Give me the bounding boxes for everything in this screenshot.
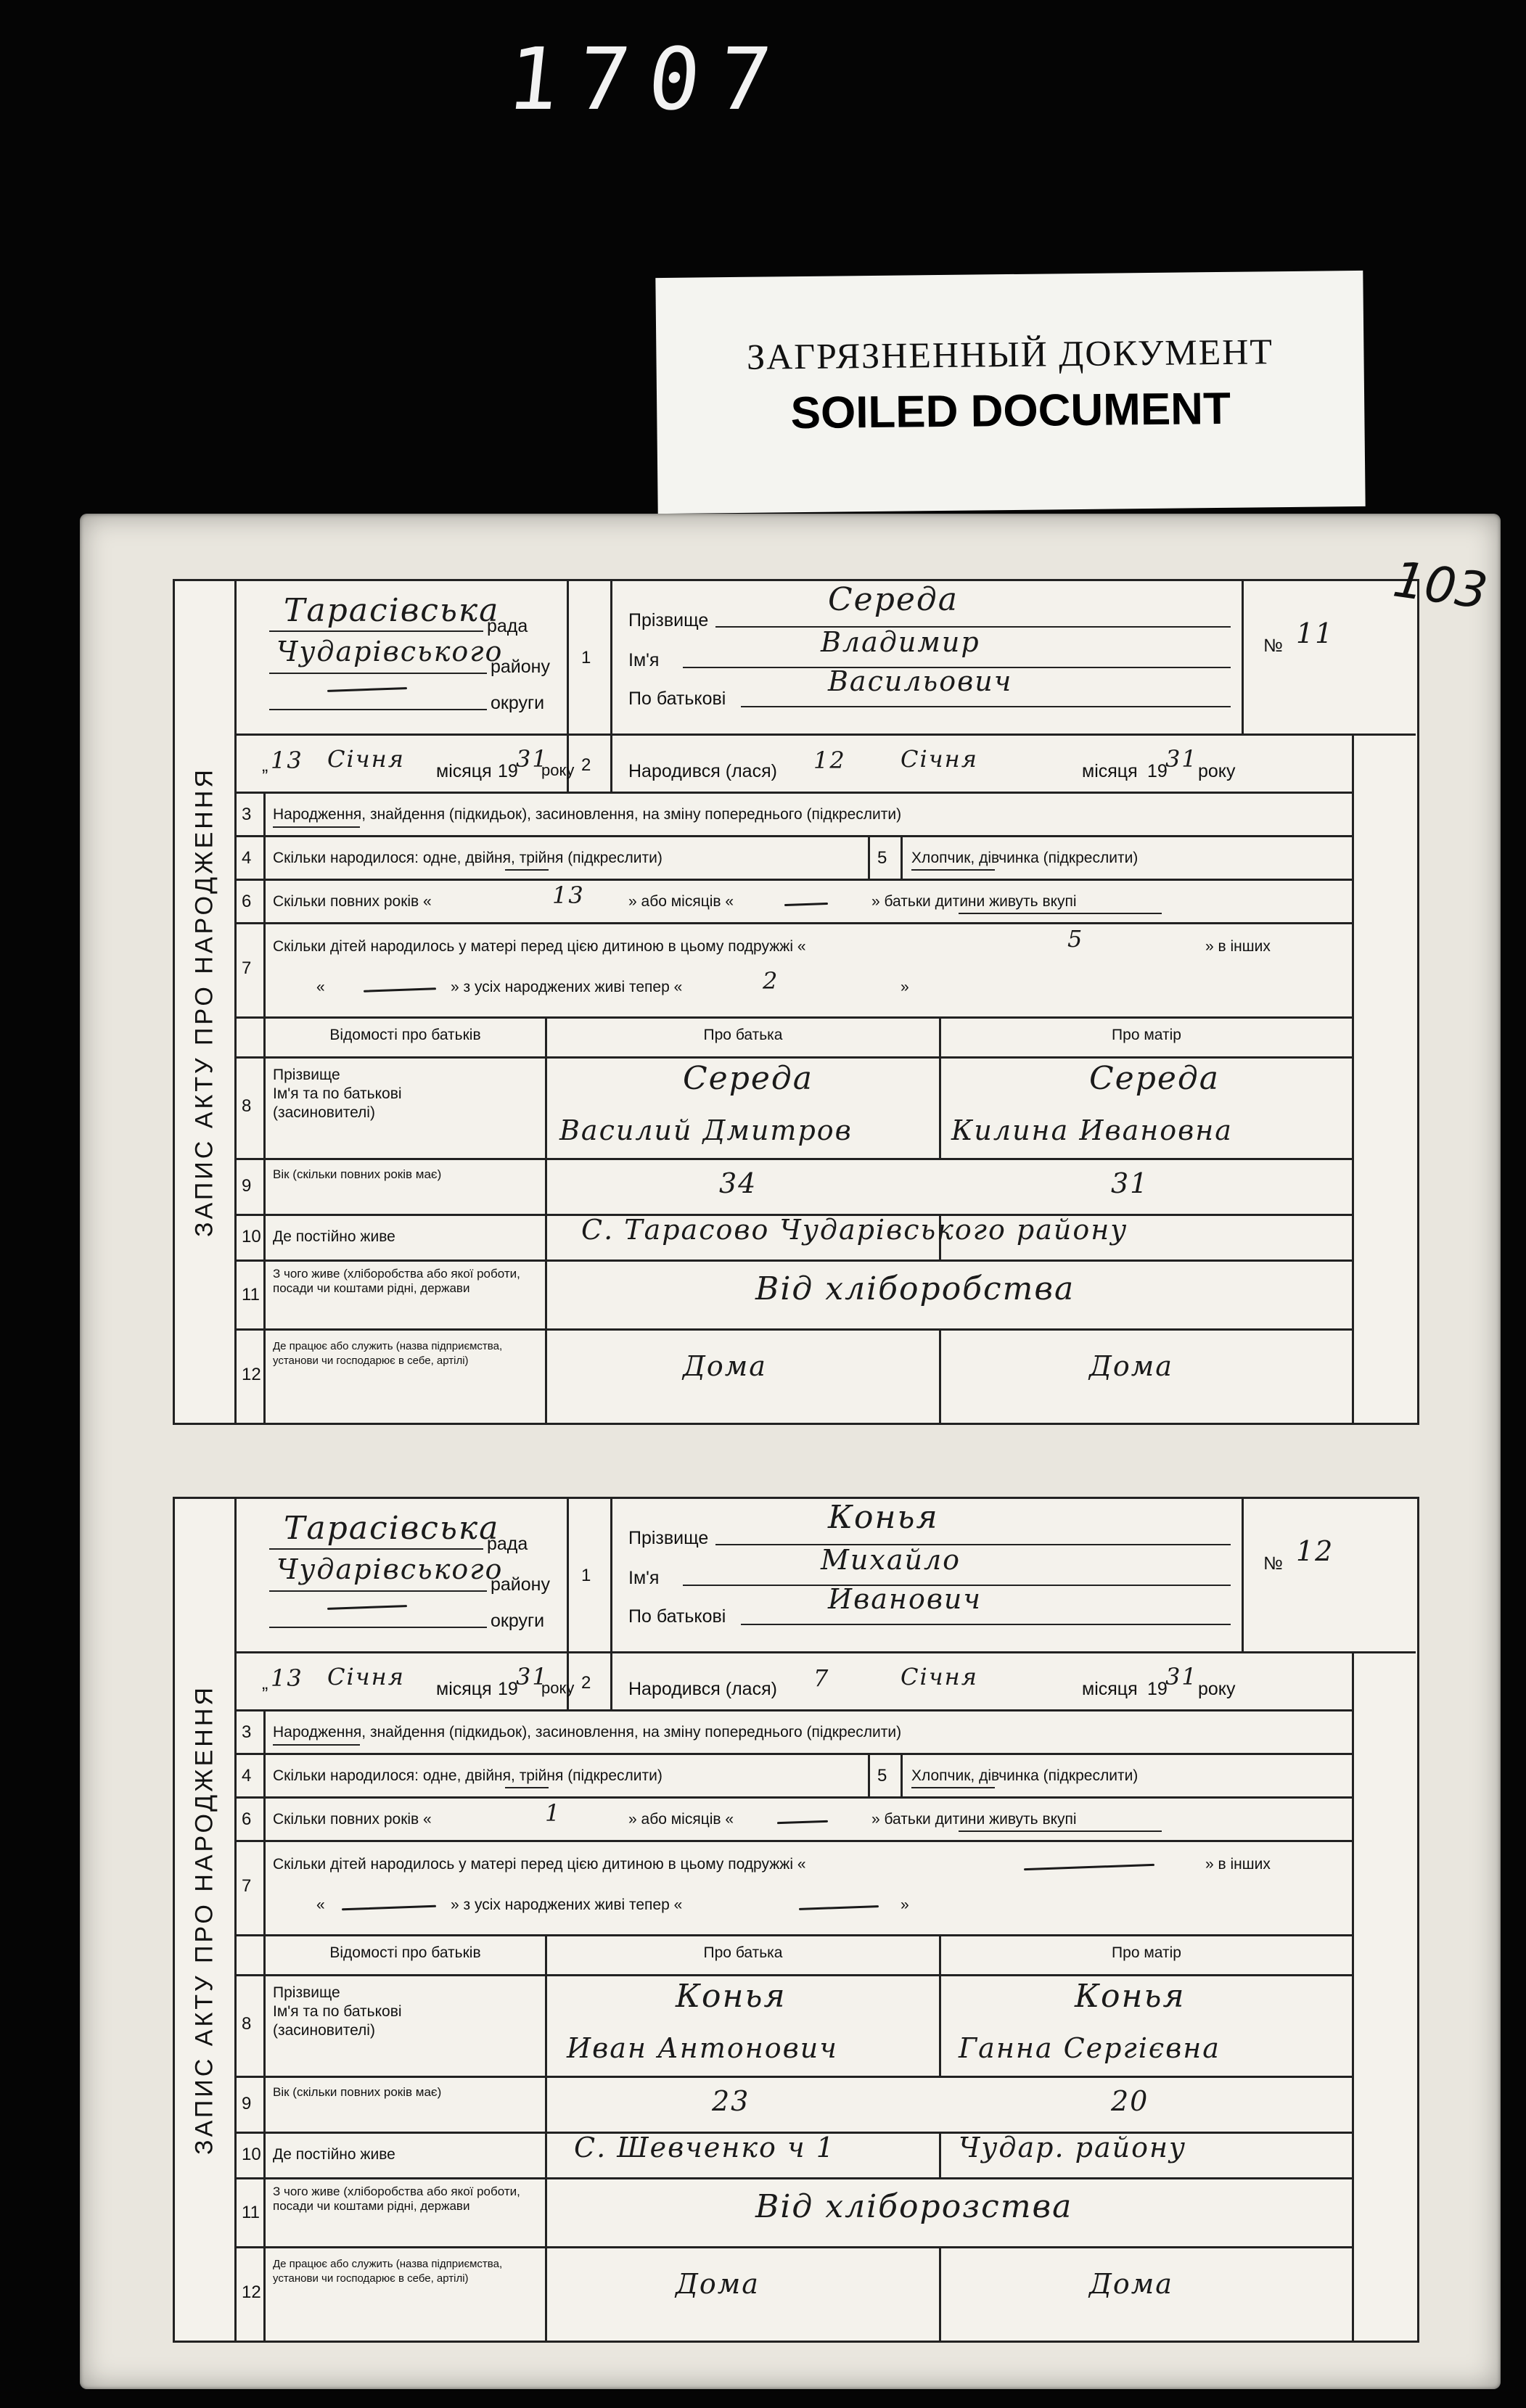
born-label: Народився (лася) [628,761,777,781]
mother-surname: Конья [1075,1978,1186,2015]
document-page [80,514,1501,2389]
row8-label: Прізвище Ім'я та по батькові (засиновителі) [273,1067,402,1121]
raion-value: Чударівського [276,1553,504,1585]
row11-label: З чого живе (хліборобства або якої роботи, посади чи коштами рідні, держави [273,1267,520,1295]
record-number-value: 11 [1296,617,1334,649]
rada-value: Тарасівська [284,1510,500,1547]
mother-age: 31 [1111,1167,1149,1199]
residence-mother: Чудар. району [959,2132,1187,2163]
birth-day: 7 [813,1664,830,1692]
row12-label: Де працює або служить (назва підприємства, установи чи господарює в себе, артілі) [273,1340,503,1367]
row3-text: Народження, знайдення (підкидьок), засиновлення, на зміну попереднього (підкреслити) [273,806,902,823]
father-name: Василий Дмитров [559,1114,853,1146]
birth-day: 12 [813,747,846,774]
birth-month: Січня [901,1663,978,1690]
reg-month: Січня [327,745,405,773]
soiled-label-russian: ЗАГРЯЗНЕННЫЙ ДОКУМЕНТ [746,331,1274,377]
reg-year: 31 [516,1663,549,1690]
surname-value: Конья [828,1499,939,1536]
father-header: Про батька [703,1027,783,1043]
surname-value: Середа [828,581,959,618]
okrugy-label: округи [491,693,545,713]
name-value: Михайло [821,1544,961,1576]
raion-value: Чударівського [276,636,504,667]
patronymic-label: По батькові [628,689,726,709]
row9-label: Вік (скільки повних років має) [273,1167,442,1181]
mother-header: Про матір [1112,1027,1181,1043]
children-before: 5 [1067,925,1084,953]
father-work: Дома [676,2268,760,2300]
birth-record-2: ЗАПИС АКТУ ПРО НАРОДЖЕННЯ Тарасівська рада Чударівського району округи 1 Прізвище Конья Ім'я Михайло По батькові Иванович № 12 „ 13 Січня місяця 19 31 року 2 Народився (лася) 7 Січня місяця 19 31 року 3 Народження, знайдення (підкидьок), засиновлення, на зміну попереднього (підкреслити) 4 Скільки народилося: одне, двійня, трійня (підкреслити) 5 Хлопчик, дівчинка (підкреслити) 6 Скільки повних років « 1 » або місяців « » батьки дитини живуть вкупі 7 Скільки дітей народилось у матері перед цією дитиною в цьому подружжі « » в інших « » з усіх народжених живі тепер « » Відомості про батьків Про батька Про матір 8 Прізвище Ім'я та по батькові (засиновителі) Конья Конья Иван Антонович Ганна Сергієвна 9 Вік (скільки повних років має) 23 20 10 Де постійно живе С. Шевченко ч 1 Чудар. району 11 З чого живе (хліборобства або якої роботи, посади чи коштами рідні, держави Від хліборозства 12 Де працює або служить (назва підприємства, установи чи господарює в себе, артілі) Дома Дома [173,1497,1419,2343]
residence: С. Тарасово Чударівського району [581,1214,1128,1246]
birth-month: Січня [901,745,978,773]
mother-work: Дома [1089,1350,1173,1382]
row4-text: Скільки народилося: одне, двійня, трійня (підкреслити) [273,850,663,866]
alive-now: 2 [763,967,779,995]
mother-age: 20 [1111,2085,1149,2117]
father-age: 23 [712,2085,750,2117]
handwritten-page-number: 103 [1390,551,1491,621]
years-together: 1 [545,1799,562,1827]
father-surname: Конья [676,1978,787,2015]
name-value: Владимир [821,626,980,658]
reg-day: 13 [271,1664,303,1692]
birth-year: 31 [1165,745,1198,773]
rada-value: Тарасівська [284,592,500,629]
side-title: ЗАПИС АКТУ ПРО НАРОДЖЕННЯ [175,581,237,1423]
parents-info-header: Відомості про батьків [329,1027,481,1043]
father-age: 34 [719,1167,758,1199]
patronymic-value: Иванович [828,1583,983,1615]
mother-name: Килина Ивановна [951,1114,1233,1146]
mother-work: Дома [1089,2268,1173,2300]
residence-father: С. Шевченко ч 1 [574,2132,835,2163]
name-label: Ім'я [628,650,660,670]
record-number-label: № [1263,636,1283,656]
reg-day: 13 [271,747,303,774]
film-number: 1707 [502,29,795,129]
birth-year: 31 [1165,1663,1198,1690]
soiled-document-label [655,271,1365,514]
mother-name: Ганна Сергієвна [959,2032,1221,2064]
row10-label: Де постійно живе [273,1228,395,1245]
rada-label: рада [487,616,528,636]
patronymic-value: Васильович [828,665,1013,697]
side-title: ЗАПИС АКТУ ПРО НАРОДЖЕННЯ [175,1499,237,2341]
father-surname: Середа [683,1060,814,1097]
row5-text: Хлопчик, дівчинка (підкреслити) [911,850,1139,866]
record-number-value: 12 [1296,1535,1334,1567]
raion-label: району [491,657,550,677]
livelihood: Від хліборозства [755,2188,1073,2225]
surname-label: Прізвище [628,610,709,630]
mother-surname: Середа [1089,1060,1221,1097]
soiled-label-english: SOILED DOCUMENT [790,383,1231,439]
birth-record-1: ЗАПИС АКТУ ПРО НАРОДЖЕННЯ Тарасівська рада Чударівського району округи 1 Прізвище Середа Ім'я Владимир По батькові Васильович № 11 „ 13 Січня місяця 19 31 року 2 Народився (лася) 12 Січня місяця 19 31 року 3 Народження, знайдення (підкидьок), засиновлення, на зміну попереднього (підкреслити) 4 Скільки народилося: одне, двійня, трійня (підкреслити) 5 Хлопчик, дівчинка (підкреслити) 6 Скільки повних років « 13 » або місяців « » батьки дитини живуть вкупі 7 Скільки дітей народилось у матері перед цією дитиною в цьому подружжі « 5 » в інших « » з усіх народжених живі тепер « 2 » Відомості про батьків Про батька Про матір 8 Прізвище Ім'я та по батькові (засиновителі) Середа Середа Василий Дмитров Килина Ивановна 9 Вік (скільки повних років має) 34 31 10 Де постійно живе С. Тарасово Чударівського району 11 З чого живе (хліборобства або якої роботи, посади чи коштами рідні, держави Від хліборобства 12 Де працює або служить (назва підприємства, установи чи господарює в себе, артілі) Дома Дома [173,579,1419,1425]
livelihood: Від хліборобства [755,1270,1075,1307]
reg-month: Січня [327,1663,405,1690]
years-together: 13 [552,882,585,909]
father-name: Иван Антонович [567,2032,838,2064]
reg-year: 31 [516,745,549,773]
father-work: Дома [683,1350,767,1382]
